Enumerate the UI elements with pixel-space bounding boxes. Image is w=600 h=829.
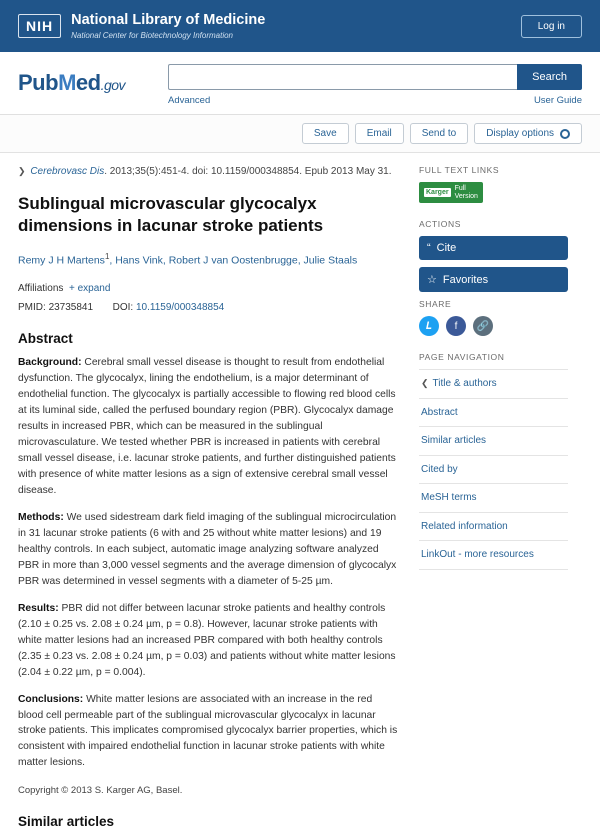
share-buttons [419,316,568,336]
page-navigation-list [419,369,568,570]
abstract-text-methods: We used sidestream dark field imaging of the sublingual microcirculation in 31 lacunar stroke patients (6 with and 25 without white matter lesions) and 19 healthy controls. In each subject, automatic image analyzing software analyzed PBR in more than 3,000 vessel segments and the average dimension of glycocalyx PBR was determined in vessel segments with a diameter of 5-25 µm. [18,512,397,587]
abstract-text-background: Cerebral small vessel disease is thought to result from endothelial dysfunction. The glycocalyx, lining the endothelium, is a major determinant of endothelial function. The glycocalyx is partially accessible to flowing red blood cells at its luminal side, called the perfused boundary region (PBR). Glycocalyx damage results in increased PBR, which can be measured in the sublingual microvasculature. We tested whether PBR is increased in patients with cerebral small vessel disease, i.e. lacunar stroke patients, and further distinguished patients with presence of white matter lesions as a sign of extensive cerebral small vessel disease. [18,357,396,497]
display-options-button[interactable] [474,123,582,144]
doi-link[interactable]: 10.1159/000348854 [135,302,225,314]
abstract-paragraph-background [18,355,399,499]
pubmed-logo-ed: ed [75,70,101,95]
nav-item-similar-articles[interactable]: Similar articles [419,427,568,456]
nav-item-cited-by[interactable]: Cited by [419,456,568,485]
pubmed-logo-pub: Pub [18,70,59,95]
author-first[interactable]: Remy J H Martens [18,254,105,267]
pubmed-logo-dotgov: .gov [100,77,126,93]
abstract-label-background: Background: [18,357,82,369]
publisher-name: Karger [426,189,449,197]
affiliations-label: Affiliations [18,283,64,295]
nih-logo[interactable]: NIH [18,14,61,38]
cite-button[interactable] [419,236,568,260]
doi-label: DOI: [112,302,134,314]
journal-citation [18,165,399,179]
search-button[interactable]: Search [517,64,582,90]
author-affiliation-marker: 1 [104,252,110,262]
star-icon: ☆ [427,274,437,287]
search-links [168,95,582,106]
page-navigation-heading: PAGE NAVIGATION [419,352,505,363]
share-heading: SHARE [419,299,452,310]
email-button[interactable]: Email [355,123,404,144]
article-column [18,165,413,829]
pubmed-logo-m: M [58,70,76,95]
nav-item-related-information[interactable]: Related information [419,513,568,542]
nih-title: National Library of Medicine [71,11,266,28]
publisher-badge-line1: Full [454,185,466,192]
quote-icon: “ [427,242,431,255]
nih-header [0,0,600,52]
journal-citation-rest: . 2013;35(5):451-4. doi: 10.1159/000348854. Epub 2013 May 31. [104,166,392,177]
link-icon[interactable]: 🔗 [473,316,493,336]
pubmed-logo[interactable] [18,64,168,96]
abstract-label-conclusions: Conclusions: [18,693,84,705]
abstract-paragraph-conclusions [18,692,399,772]
nav-item-linkout[interactable]: LinkOut - more resources [419,541,568,570]
abstract-text-conclusions: White matter lesions are associated with an increase in the red blood cell permeable part of the sublingual microvascular glycocalyx in lacunar stroke patients. This implicates compromised glycocalyx barrier properties, which is consistent with impaired endothelial function in lacunar stroke patients with white matter lesions. [18,693,398,769]
chevron-left-icon: ❮ [421,378,429,389]
page-content [0,153,600,829]
search-input[interactable] [168,64,517,90]
publisher-badge-text [455,185,478,200]
publisher-link-badge[interactable] [419,182,483,203]
nav-item-mesh-terms[interactable]: MeSH terms [419,484,568,513]
gear-icon [560,129,570,139]
publisher-badge-line2: Version [454,192,478,200]
search-row [168,64,582,90]
display-options-label: Display options [486,128,554,139]
send-to-button[interactable]: Send to [410,123,468,144]
affiliations-row [18,283,399,294]
pubmed-search-bar [0,52,600,115]
article-actions-bar [0,115,600,153]
journal-name-link[interactable]: Cerebrovasc Dis [30,166,105,177]
abstract-text-results: PBR did not differ between lacunar stroke patients and healthy controls (2.10 ± 0.25 vs. 2.08 ± 0.24 µm, p = 0.8). However, lacunar stroke patients with white matter lesions had an increased PBR compared with both healthy controls (2.35 ± 0.23 vs. 2.08 ± 0.24 µm, p = 0.03) and patients without white matter lesions (2.04 ± 0.22 µm, p = 0.004). [18,602,396,678]
user-guide-link[interactable]: User Guide [533,95,582,106]
favorites-label: Favorites [442,273,489,286]
identifier-row [18,302,399,313]
pmid-label: PMID: [18,302,46,314]
abstract-heading: Abstract [18,331,73,347]
page-title: Sublingual microvascular glycocalyx dimensions in lacunar stroke patients [18,194,324,236]
login-button[interactable]: Log in [521,15,582,38]
actions-heading: ACTIONS [419,219,461,230]
abstract-label-results: Results: [18,602,59,614]
cite-label: Cite [436,242,457,255]
pmid-value: 23735841 [48,302,94,314]
save-button[interactable]: Save [302,123,349,144]
authors-remaining[interactable]: , Hans Vink, Robert J van Oostenbrugge, Julie Staals [109,254,358,267]
nav-item-title-authors[interactable] [419,369,568,399]
twitter-icon[interactable]: 𝑳 [419,316,439,336]
abstract-label-methods: Methods: [18,512,64,524]
sidebar [413,165,568,829]
search-area [168,64,582,106]
facebook-icon[interactable]: f [446,316,466,336]
favorites-button[interactable] [419,267,568,292]
copyright-notice: Copyright © 2013 S. Karger AG, Basel. [18,785,183,797]
expand-affiliations-button[interactable]: + expand [68,283,111,295]
nav-item-label: Title & authors [432,378,497,390]
nih-header-titles [71,11,521,41]
nih-subtitle: National Center for Biotechnology Information [71,31,233,41]
nav-item-abstract[interactable]: Abstract [419,399,568,428]
similar-articles-heading: Similar articles [18,814,115,829]
chevron-right-icon: ❯ [18,166,26,176]
abstract-paragraph-methods [18,510,399,590]
abstract-paragraph-results [18,601,399,681]
advanced-search-link[interactable]: Advanced [168,95,211,106]
author-list [18,251,399,269]
full-text-links-heading: FULL TEXT LINKS [419,165,500,175]
